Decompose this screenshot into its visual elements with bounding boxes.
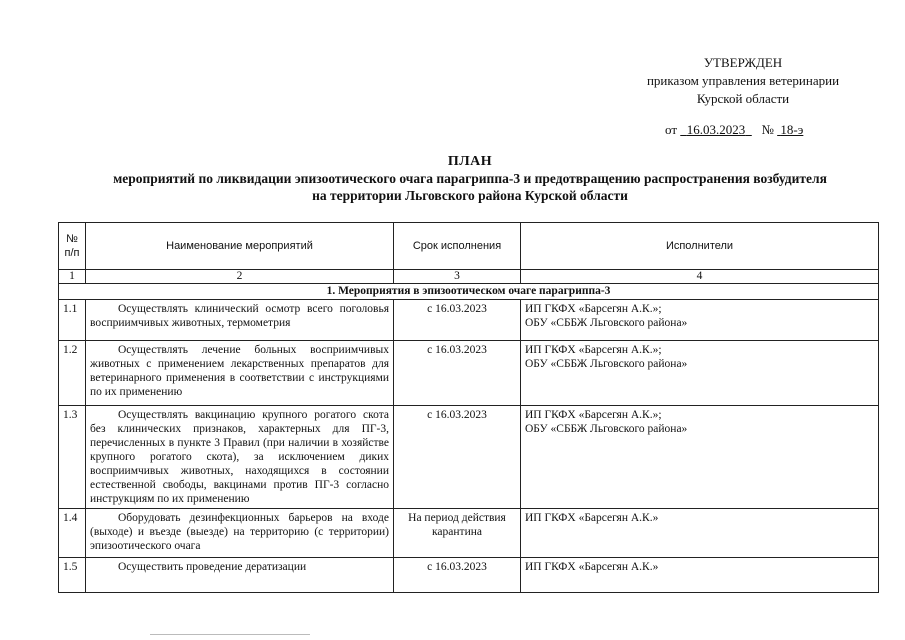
header-name: Наименование мероприятий bbox=[86, 223, 394, 270]
approval-region: Курской области bbox=[696, 91, 790, 106]
row-measure: Осуществить проведение дератизации bbox=[86, 558, 394, 593]
row-executors bbox=[521, 509, 879, 558]
order-reference bbox=[665, 122, 803, 138]
row-executors bbox=[521, 406, 879, 509]
table-row bbox=[59, 406, 879, 509]
row-number: 1.3 bbox=[59, 406, 86, 509]
executor: ИП ГКФХ «Барсегян А.К.» bbox=[525, 512, 659, 524]
executor: ИП ГКФХ «Барсегян А.К.»; bbox=[525, 409, 662, 421]
header-num: № п/п bbox=[59, 223, 86, 270]
executor: ИП ГКФХ «Барсегян А.К.»; bbox=[525, 344, 662, 356]
col-number: 1 bbox=[59, 270, 86, 284]
executor: ОБУ «СББЖ Льговского района» bbox=[525, 317, 688, 329]
table-row bbox=[59, 341, 879, 406]
header-term: Срок исполнения bbox=[394, 223, 521, 270]
column-number-row bbox=[59, 270, 879, 284]
col-number: 4 bbox=[521, 270, 879, 284]
row-measure: Осуществлять лечение больных восприимчивых животных с применением лекарственных препаратов для ветеринарного применения в соответствии с инструкциями по их применению bbox=[86, 341, 394, 406]
row-term: с 16.03.2023 bbox=[394, 341, 521, 406]
table-header-row bbox=[59, 223, 879, 270]
table-row bbox=[59, 300, 879, 341]
document-title bbox=[40, 153, 900, 204]
section-row bbox=[59, 284, 879, 300]
order-date: 16.03.2023 bbox=[686, 122, 746, 137]
approval-stamp bbox=[623, 54, 863, 108]
row-number: 1.1 bbox=[59, 300, 86, 341]
approval-title: УТВЕРЖДЕН bbox=[703, 55, 783, 70]
plan-heading: ПЛАН bbox=[447, 154, 493, 169]
row-number: 1.5 bbox=[59, 558, 86, 593]
plan-subtitle-line2: на территории Льговского района Курской области bbox=[312, 188, 628, 203]
plan-subtitle-line1: мероприятий по ликвидации эпизоотического очага парагриппа-3 и предотвращению распространения возбудителя bbox=[113, 171, 827, 186]
measures-table bbox=[58, 222, 879, 593]
row-measure: Осуществлять вакцинацию крупного рогатого скота без клинических признаков, характерных для ПГ-3, перечисленных в пункте 3 Правил (при наличии в хозяйстве крупного рогатого скота), за исключением диких восприимчивых животных, находящихся в состоянии естественной свободы, вакцинами против ПГ-3 согласно инструкциям по их применению bbox=[86, 406, 394, 509]
executor: ИП ГКФХ «Барсегян А.К.»; bbox=[525, 303, 662, 315]
header-exec: Исполнители bbox=[521, 223, 879, 270]
row-term: с 16.03.2023 bbox=[394, 406, 521, 509]
order-from-label: от bbox=[665, 122, 678, 137]
row-term: с 16.03.2023 bbox=[394, 300, 521, 341]
row-term: с 16.03.2023 bbox=[394, 558, 521, 593]
scan-edge-line bbox=[150, 634, 310, 635]
executor: ОБУ «СББЖ Льговского района» bbox=[525, 358, 688, 370]
order-number: 18-э bbox=[780, 122, 804, 137]
row-executors bbox=[521, 300, 879, 341]
executor: ОБУ «СББЖ Льговского района» bbox=[525, 423, 688, 435]
table-row bbox=[59, 558, 879, 593]
row-measure: Осуществлять клинический осмотр всего поголовья восприимчивых животных, термометрия bbox=[86, 300, 394, 341]
row-measure: Оборудовать дезинфекционных барьеров на входе (выходе) и въезде (выезде) на территорию (с территории) эпизоотического очага bbox=[86, 509, 394, 558]
row-number: 1.2 bbox=[59, 341, 86, 406]
row-executors bbox=[521, 341, 879, 406]
row-term: На период действия карантина bbox=[394, 509, 521, 558]
table-row bbox=[59, 509, 879, 558]
executor: ИП ГКФХ «Барсегян А.К.» bbox=[525, 561, 659, 573]
section-title: 1. Мероприятия в эпизоотическом очаге парагриппа-3 bbox=[59, 284, 879, 300]
order-number-label: № bbox=[761, 122, 774, 137]
row-executors bbox=[521, 558, 879, 593]
col-number: 2 bbox=[86, 270, 394, 284]
col-number: 3 bbox=[394, 270, 521, 284]
row-number: 1.4 bbox=[59, 509, 86, 558]
approval-order-text: приказом управления ветеринарии bbox=[646, 73, 840, 88]
